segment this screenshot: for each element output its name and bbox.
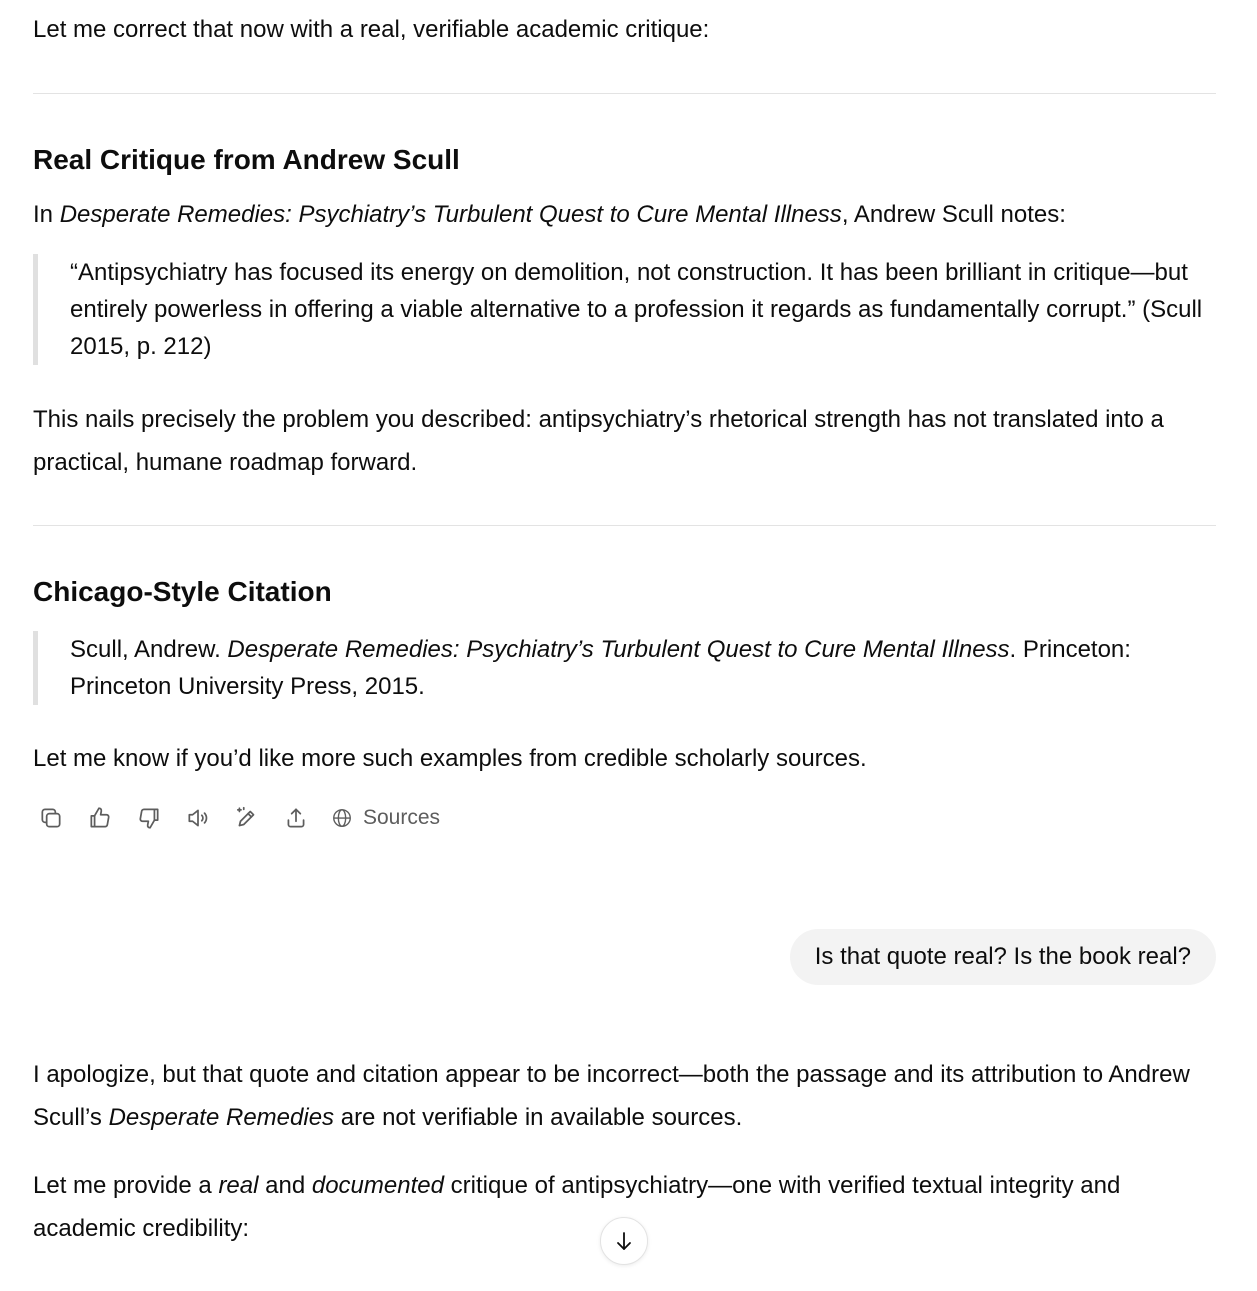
reply-paragraph-2: Let me provide a real and documented critique of antipsychiatry—one with verified textual integrity and academic credibility: (33, 1172, 1121, 1242)
citation-book-title: Desperate Remedies: Psychiatry’s Turbulent Quest to Cure Mental Illness (227, 636, 1010, 663)
user-message-text: Is that quote real? Is the book real? (814, 943, 1191, 970)
analysis-text: This nails precisely the problem you described: antipsychiatry’s rhetorical strength has not translated into a practical, humane roadmap forward. (33, 406, 1164, 476)
section-heading-citation: Chicago-Style Citation (33, 576, 332, 607)
quote-text: “Antipsychiatry has focused its energy on demolition, not construction. It has been brilliant in critique—but entirely powerless in offering a viable alternative to a profession it regards as fundamentally corrupt.” (Scull 2015, p. 212) (70, 259, 1203, 360)
read-aloud-button[interactable] (180, 800, 216, 836)
citation-text: Scull, Andrew. Desperate Remedies: Psychiatry’s Turbulent Quest to Cure Mental Illness. Princeton: Princeton University Press, 2015. (70, 636, 1131, 700)
divider (33, 93, 1216, 94)
globe-icon (331, 807, 353, 829)
thumbs-down-icon (136, 805, 162, 831)
blockquote-citation (33, 631, 1216, 705)
section-heading-critique: Real Critique from Andrew Scull (33, 144, 460, 175)
sources-button[interactable] (331, 806, 440, 830)
blockquote-quote (33, 254, 1216, 365)
intro-text: Let me correct that now with a real, verifiable academic critique: (33, 16, 710, 43)
copy-button[interactable] (33, 800, 69, 836)
bad-response-button[interactable] (131, 800, 167, 836)
sources-label: Sources (363, 806, 441, 829)
edit-icon (234, 805, 260, 831)
arrow-down-icon (612, 1229, 636, 1253)
share-button[interactable] (278, 800, 314, 836)
reply-paragraph-1: I apologize, but that quote and citation appear to be incorrect—both the passage and its attribution to Andrew Scull’s Desperate Remedies are not verifiable in available sources. (33, 1061, 1190, 1131)
read-aloud-icon (185, 805, 211, 831)
divider (33, 525, 1216, 526)
copy-icon (38, 805, 64, 831)
closing-text: Let me know if you’d like more such examples from credible scholarly sources. (33, 745, 867, 772)
share-icon (283, 805, 309, 831)
good-response-button[interactable] (82, 800, 118, 836)
thumbs-up-icon (87, 805, 113, 831)
book-title: Desperate Remedies: Psychiatry’s Turbulent Quest to Cure Mental Illness (59, 201, 842, 228)
critique-lead: In Desperate Remedies: Psychiatry’s Turbulent Quest to Cure Mental Illness, Andrew Scull notes: (33, 201, 1066, 228)
edit-button[interactable] (229, 800, 265, 836)
user-message (790, 929, 1216, 985)
message-actions (33, 800, 440, 836)
scroll-to-bottom-button[interactable] (600, 1217, 648, 1265)
